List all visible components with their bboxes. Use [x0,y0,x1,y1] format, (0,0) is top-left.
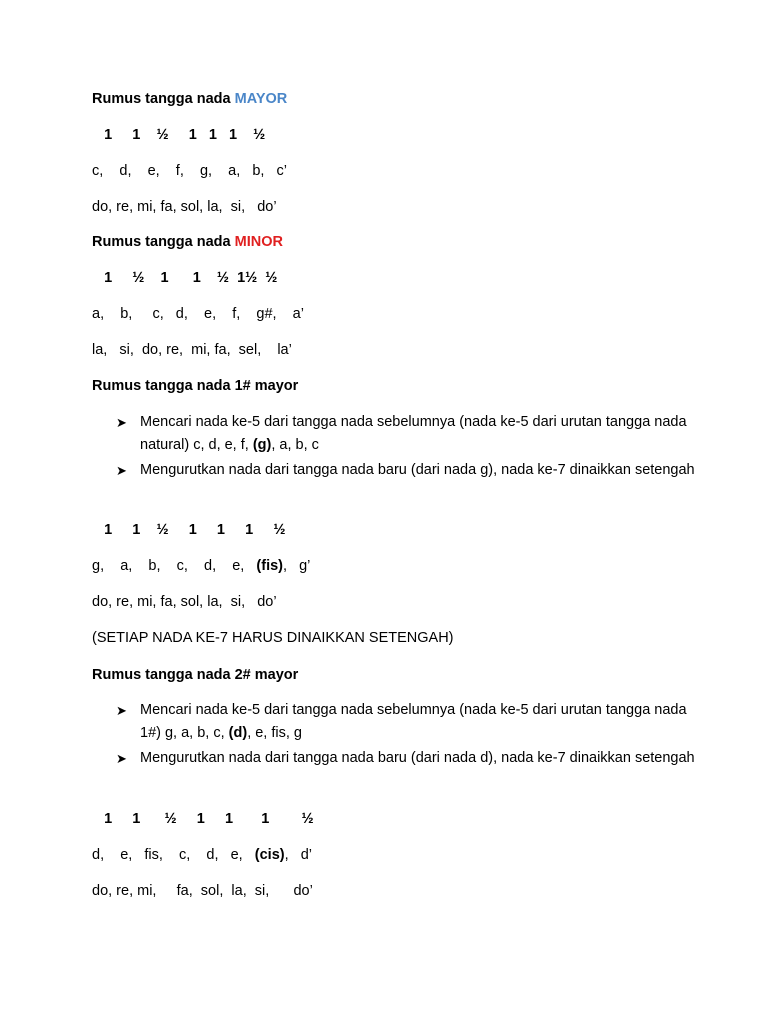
notes-text: d, e, fis, c, d, e, [92,847,255,863]
bullet-text: Mengurutkan nada dari tangga nada baru (dari nada g), nada ke-7 dinaikkan setengah [140,462,695,478]
mayor-heading-text: Rumus tangga nada [92,91,235,107]
two-sharp-heading: Rumus tangga nada 2# mayor [92,667,299,683]
one-sharp-bullet-1 [116,411,696,457]
two-sharp-intervals: 1 1 ½ 1 1 1 ½ [92,811,314,827]
bullet-text: Mencari nada ke-5 dari tangga nada sebelumnya (nada ke-5 dari urutan tangga nada 1#) g, a, b, c, [140,702,687,741]
minor-notes: a, b, c, d, e, f, g#, a’ [92,306,304,322]
two-sharp-notes [92,846,312,864]
two-sharp-solfege: do, re, mi, fa, sol, la, si, do’ [92,883,313,899]
minor-heading [92,233,283,251]
mayor-heading [92,90,287,108]
one-sharp-intervals: 1 1 ½ 1 1 1 ½ [92,522,286,538]
minor-heading-keyword: MINOR [234,234,283,250]
bullet-text-end: , a, b, c [271,437,319,453]
mayor-heading-keyword: MAYOR [234,91,288,107]
minor-heading-text: Rumus tangga nada [92,234,235,250]
notes-text-end: , d’ [284,847,313,863]
one-sharp-bullet-2 [116,459,696,482]
arrow-bullet-icon: ➤ [116,703,127,718]
notes-text: g, a, b, c, d, e, [92,558,257,574]
one-sharp-notes [92,557,310,575]
one-sharp-note: (SETIAP NADA KE-7 HARUS DINAIKKAN SETENGAH) [92,630,454,646]
notes-bold: (cis) [254,847,285,863]
notes-text-end: , g’ [283,558,311,574]
minor-intervals: 1 ½ 1 1 ½ 1½ ½ [92,270,278,286]
mayor-intervals: 1 1 ½ 1 1 1 ½ [92,127,266,143]
bullet-text: Mencari nada ke-5 dari tangga nada sebelumnya (nada ke-5 dari urutan tangga nada natural) c, d, e, f, [140,414,687,453]
minor-solfege: la, si, do, re, mi, fa, sel, la’ [92,342,292,358]
notes-bold: (fis) [256,558,283,574]
arrow-bullet-icon: ➤ [116,751,127,766]
arrow-bullet-icon: ➤ [116,463,127,478]
two-sharp-bullet-2 [116,747,696,770]
mayor-solfege: do, re, mi, fa, sol, la, si, do’ [92,199,277,215]
bullet-text: Mengurutkan nada dari tangga nada baru (dari nada d), nada ke-7 dinaikkan setengah [140,750,695,766]
bullet-text-end: , e, fis, g [247,725,302,741]
two-sharp-bullet-1 [116,699,696,745]
one-sharp-heading: Rumus tangga nada 1# mayor [92,378,299,394]
mayor-notes: c, d, e, f, g, a, b, c’ [92,163,288,179]
bullet-bold-note: (d) [228,725,248,741]
one-sharp-solfege: do, re, mi, fa, sol, la, si, do’ [92,594,277,610]
bullet-bold-note: (g) [252,437,272,453]
arrow-bullet-icon: ➤ [116,415,127,430]
